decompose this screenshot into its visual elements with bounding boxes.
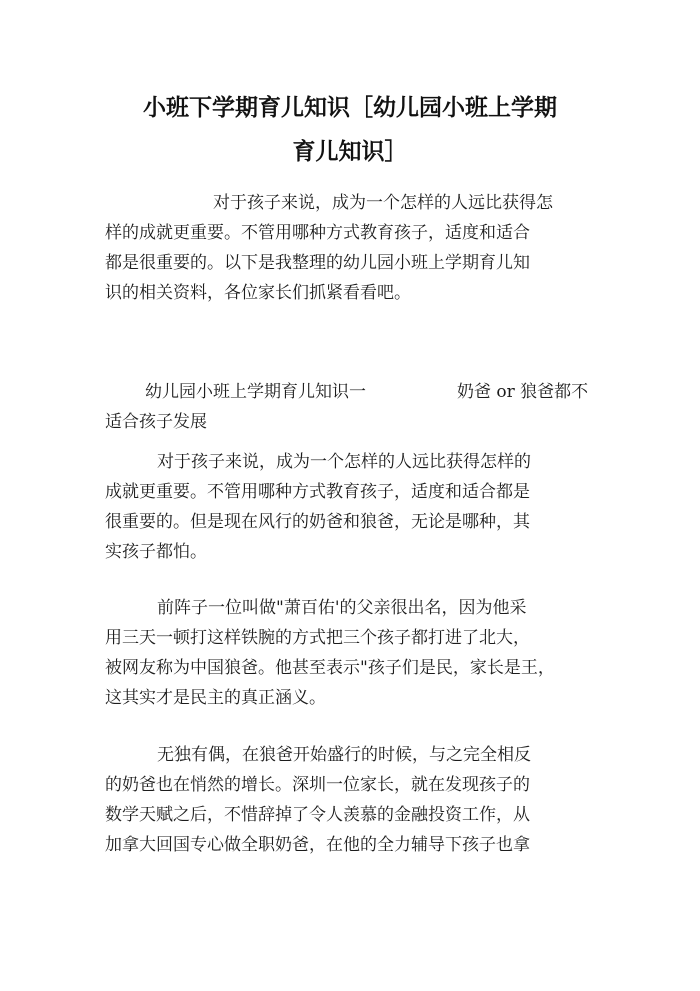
paragraph-line: 无独有偶，在狼爸开始盛行的时候，与之完全相反 [157, 745, 531, 765]
intro-line: 样的成就更重要。不管用哪种方式教育孩子，适度和适合 [105, 223, 530, 243]
paragraph-line: 很重要的。但是现在风行的奶爸和狼爸，无论是哪种，其 [105, 512, 530, 532]
body-paragraph-3 [105, 740, 605, 860]
document-title [90, 86, 610, 174]
paragraph-line: 这其实才是民主的真正涵义。 [105, 688, 326, 708]
paragraph-line: 实孩子都怕。 [105, 542, 207, 562]
intro-line: 都是很重要的。以下是我整理的幼儿园小班上学期育儿知 [105, 253, 530, 273]
paragraph-line: 成就更重要。不管用哪种方式教育孩子，适度和适合都是 [105, 482, 530, 502]
paragraph-line: 用三天一顿打这样铁腕的方式把三个孩子都打进了北大， [105, 628, 530, 648]
paragraph-line: 前阵子一位叫做"萧百佑'的父亲很出名，因为他采 [157, 598, 527, 618]
body-paragraph-1 [105, 447, 605, 567]
paragraph-line: 数学天赋之后，不惜辞掉了令人羡慕的金融投资工作，从 [105, 805, 530, 825]
intro-line: 对于孩子来说，成为一个怎样的人远比获得怎 [213, 193, 553, 213]
paragraph-line: 的奶爸也在悄然的增长。深圳一位家长，就在发现孩子的 [105, 775, 530, 795]
title-line-1: 小班下学期育儿知识［幼儿园小班上学期 [143, 95, 557, 121]
section-heading-right: 奶爸 or 狼爸都不 [457, 382, 589, 402]
intro-paragraph [105, 188, 605, 308]
intro-line: 识的相关资料，各位家长们抓紧看看吧。 [105, 283, 411, 303]
title-line-2: 育儿知识］ [292, 139, 408, 165]
paragraph-line: 加拿大回国专心做全职奶爸，在他的全力辅导下孩子也拿 [105, 835, 530, 855]
section-heading [105, 377, 605, 437]
body-paragraph-2 [105, 593, 605, 713]
paragraph-line: 被网友称为中国狼爸。他甚至表示"孩子们是民，家长是王， [105, 658, 555, 678]
paragraph-line: 对于孩子来说，成为一个怎样的人远比获得怎样的 [157, 452, 531, 472]
section-heading-left: 幼儿园小班上学期育儿知识一 [145, 382, 366, 402]
section-heading-line-2: 适合孩子发展 [105, 412, 207, 432]
